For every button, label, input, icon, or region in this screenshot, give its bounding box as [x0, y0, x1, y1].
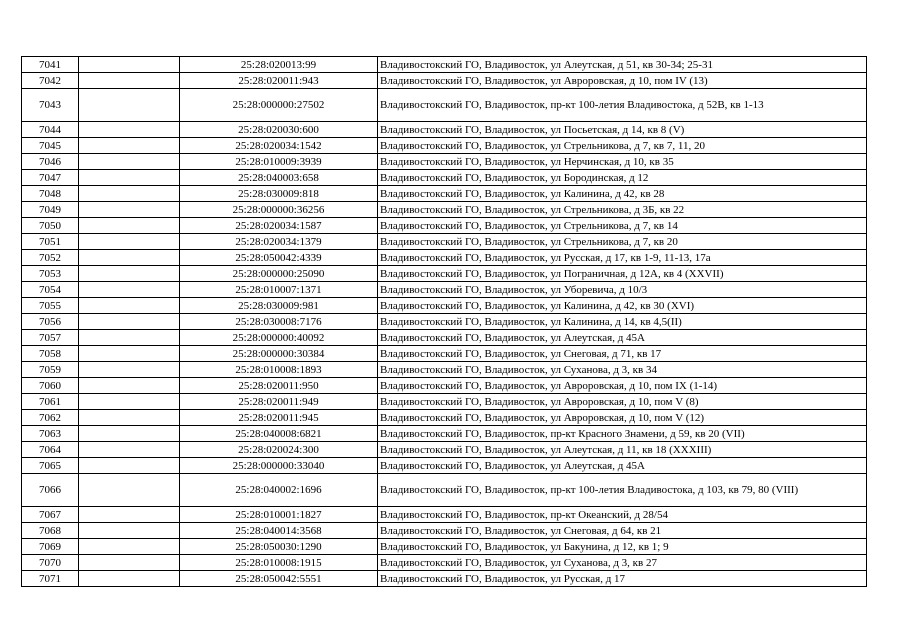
row-number-cell: 7052	[22, 250, 79, 266]
row-number-cell: 7067	[22, 507, 79, 523]
cadastral-number-cell: 25:28:040002:1696	[180, 474, 378, 507]
blank-cell	[79, 89, 180, 122]
address-cell: Владивостокский ГО, Владивосток, ул Алеутская, д 45А	[378, 458, 867, 474]
address-cell: Владивостокский ГО, Владивосток, ул Калинина, д 14, кв 4,5(II)	[378, 314, 867, 330]
row-number-cell: 7058	[22, 346, 79, 362]
table-row	[22, 314, 867, 330]
cadastral-number-cell: 25:28:020034:1542	[180, 138, 378, 154]
blank-cell	[79, 218, 180, 234]
blank-cell	[79, 346, 180, 362]
cadastral-number-cell: 25:28:010009:3939	[180, 154, 378, 170]
address-cell: Владивостокский ГО, Владивосток, ул Суханова, д 3, кв 27	[378, 555, 867, 571]
table-row	[22, 378, 867, 394]
cadastral-number-cell: 25:28:000000:30384	[180, 346, 378, 362]
table-row	[22, 186, 867, 202]
table-row	[22, 138, 867, 154]
table-row	[22, 458, 867, 474]
blank-cell	[79, 539, 180, 555]
address-cell: Владивостокский ГО, Владивосток, ул Снеговая, д 64, кв 21	[378, 523, 867, 539]
address-cell: Владивостокский ГО, Владивосток, ул Калинина, д 42, кв 30 (XVI)	[378, 298, 867, 314]
row-number-cell: 7070	[22, 555, 79, 571]
address-cell: Владивостокский ГО, Владивосток, ул Стрельникова, д 3Б, кв 22	[378, 202, 867, 218]
blank-cell	[79, 330, 180, 346]
cadastral-number-cell: 25:28:040003:658	[180, 170, 378, 186]
row-number-cell: 7061	[22, 394, 79, 410]
address-cell: Владивостокский ГО, Владивосток, пр-кт 100-летия Владивостока, д 103, кв 79, 80 (VIII)	[378, 474, 867, 507]
blank-cell	[79, 458, 180, 474]
row-number-cell: 7050	[22, 218, 79, 234]
address-cell: Владивостокский ГО, Владивосток, ул Пограничная, д 12А, кв 4 (XXVII)	[378, 266, 867, 282]
cadastral-number-cell: 25:28:020011:945	[180, 410, 378, 426]
blank-cell	[79, 442, 180, 458]
row-number-cell: 7071	[22, 571, 79, 587]
row-number-cell: 7047	[22, 170, 79, 186]
blank-cell	[79, 362, 180, 378]
blank-cell	[79, 571, 180, 587]
row-number-cell: 7062	[22, 410, 79, 426]
cadastral-number-cell: 25:28:020011:943	[180, 73, 378, 89]
table-row	[22, 362, 867, 378]
blank-cell	[79, 234, 180, 250]
cadastral-number-cell: 25:28:020013:99	[180, 57, 378, 73]
row-number-cell: 7055	[22, 298, 79, 314]
cadastral-number-cell: 25:28:050042:5551	[180, 571, 378, 587]
cadastral-number-cell: 25:28:020011:950	[180, 378, 378, 394]
blank-cell	[79, 378, 180, 394]
address-cell: Владивостокский ГО, Владивосток, ул Русская, д 17, кв 1-9, 11-13, 17а	[378, 250, 867, 266]
address-cell: Владивостокский ГО, Владивосток, ул Стрельникова, д 7, кв 14	[378, 218, 867, 234]
cadastral-number-cell: 25:28:050042:4339	[180, 250, 378, 266]
row-number-cell: 7068	[22, 523, 79, 539]
table-row	[22, 122, 867, 138]
blank-cell	[79, 282, 180, 298]
table-row	[22, 330, 867, 346]
address-cell: Владивостокский ГО, Владивосток, ул Бородинская, д 12	[378, 170, 867, 186]
row-number-cell: 7053	[22, 266, 79, 282]
address-cell: Владивостокский ГО, Владивосток, ул Алеутская, д 11, кв 18 (XXXIII)	[378, 442, 867, 458]
row-number-cell: 7051	[22, 234, 79, 250]
table-row	[22, 394, 867, 410]
cadastral-number-cell: 25:28:020024:300	[180, 442, 378, 458]
address-cell: Владивостокский ГО, Владивосток, пр-кт Океанский, д 28/54	[378, 507, 867, 523]
address-cell: Владивостокский ГО, Владивосток, ул Бакунина, д 12, кв 1; 9	[378, 539, 867, 555]
cadastral-number-cell: 25:28:010008:1915	[180, 555, 378, 571]
table-row	[22, 346, 867, 362]
table-row	[22, 571, 867, 587]
registry-table-body	[22, 57, 867, 587]
row-number-cell: 7059	[22, 362, 79, 378]
table-row	[22, 298, 867, 314]
cadastral-number-cell: 25:28:020034:1587	[180, 218, 378, 234]
table-row	[22, 154, 867, 170]
address-cell: Владивостокский ГО, Владивосток, ул Авроровская, д 10, пом IV (13)	[378, 73, 867, 89]
table-row	[22, 202, 867, 218]
row-number-cell: 7054	[22, 282, 79, 298]
address-cell: Владивостокский ГО, Владивосток, ул Авроровская, д 10, пом IX (1-14)	[378, 378, 867, 394]
blank-cell	[79, 250, 180, 266]
row-number-cell: 7063	[22, 426, 79, 442]
property-registry-table	[21, 56, 867, 587]
table-row	[22, 57, 867, 73]
cadastral-number-cell: 25:28:010001:1827	[180, 507, 378, 523]
row-number-cell: 7045	[22, 138, 79, 154]
row-number-cell: 7049	[22, 202, 79, 218]
cadastral-number-cell: 25:28:030008:7176	[180, 314, 378, 330]
address-cell: Владивостокский ГО, Владивосток, пр-кт Красного Знамени, д 59, кв 20 (VII)	[378, 426, 867, 442]
row-number-cell: 7064	[22, 442, 79, 458]
blank-cell	[79, 57, 180, 73]
address-cell: Владивостокский ГО, Владивосток, ул Алеутская, д 51, кв 30-34; 25-31	[378, 57, 867, 73]
address-cell: Владивостокский ГО, Владивосток, ул Суханова, д 3, кв 34	[378, 362, 867, 378]
row-number-cell: 7060	[22, 378, 79, 394]
cadastral-number-cell: 25:28:020030:600	[180, 122, 378, 138]
table-row	[22, 266, 867, 282]
row-number-cell: 7056	[22, 314, 79, 330]
cadastral-number-cell: 25:28:010007:1371	[180, 282, 378, 298]
cadastral-number-cell: 25:28:020011:949	[180, 394, 378, 410]
blank-cell	[79, 170, 180, 186]
table-row	[22, 555, 867, 571]
cadastral-number-cell: 25:28:000000:33040	[180, 458, 378, 474]
blank-cell	[79, 394, 180, 410]
blank-cell	[79, 410, 180, 426]
blank-cell	[79, 202, 180, 218]
address-cell: Владивостокский ГО, Владивосток, ул Посьетская, д 14, кв 8 (V)	[378, 122, 867, 138]
table-row	[22, 442, 867, 458]
table-row	[22, 474, 867, 507]
row-number-cell: 7042	[22, 73, 79, 89]
cadastral-number-cell: 25:28:000000:25090	[180, 266, 378, 282]
blank-cell	[79, 523, 180, 539]
address-cell: Владивостокский ГО, Владивосток, ул Снеговая, д 71, кв 17	[378, 346, 867, 362]
blank-cell	[79, 298, 180, 314]
address-cell: Владивостокский ГО, Владивосток, ул Стрельникова, д 7, кв 7, 11, 20	[378, 138, 867, 154]
cadastral-number-cell: 25:28:000000:36256	[180, 202, 378, 218]
table-row	[22, 234, 867, 250]
table-row	[22, 410, 867, 426]
cadastral-number-cell: 25:28:000000:27502	[180, 89, 378, 122]
cadastral-number-cell: 25:28:040008:6821	[180, 426, 378, 442]
cadastral-number-cell: 25:28:040014:3568	[180, 523, 378, 539]
table-row	[22, 523, 867, 539]
blank-cell	[79, 122, 180, 138]
address-cell: Владивостокский ГО, Владивосток, ул Нерчинская, д 10, кв 35	[378, 154, 867, 170]
table-row	[22, 250, 867, 266]
blank-cell	[79, 555, 180, 571]
table-row	[22, 218, 867, 234]
table-row	[22, 170, 867, 186]
row-number-cell: 7069	[22, 539, 79, 555]
address-cell: Владивостокский ГО, Владивосток, ул Авроровская, д 10, пом V (12)	[378, 410, 867, 426]
row-number-cell: 7057	[22, 330, 79, 346]
blank-cell	[79, 266, 180, 282]
cadastral-number-cell: 25:28:010008:1893	[180, 362, 378, 378]
blank-cell	[79, 73, 180, 89]
table-row	[22, 539, 867, 555]
cadastral-number-cell: 25:28:050030:1290	[180, 539, 378, 555]
cadastral-number-cell: 25:28:030009:818	[180, 186, 378, 202]
blank-cell	[79, 507, 180, 523]
cadastral-number-cell: 25:28:020034:1379	[180, 234, 378, 250]
table-row	[22, 282, 867, 298]
blank-cell	[79, 154, 180, 170]
cadastral-number-cell: 25:28:030009:981	[180, 298, 378, 314]
address-cell: Владивостокский ГО, Владивосток, ул Авроровская, д 10, пом V (8)	[378, 394, 867, 410]
row-number-cell: 7046	[22, 154, 79, 170]
row-number-cell: 7066	[22, 474, 79, 507]
table-row	[22, 73, 867, 89]
table-row	[22, 426, 867, 442]
address-cell: Владивостокский ГО, Владивосток, ул Русская, д 17	[378, 571, 867, 587]
address-cell: Владивостокский ГО, Владивосток, ул Калинина, д 42, кв 28	[378, 186, 867, 202]
row-number-cell: 7044	[22, 122, 79, 138]
row-number-cell: 7048	[22, 186, 79, 202]
address-cell: Владивостокский ГО, Владивосток, ул Алеутская, д 45А	[378, 330, 867, 346]
blank-cell	[79, 186, 180, 202]
address-cell: Владивостокский ГО, Владивосток, ул Стрельникова, д 7, кв 20	[378, 234, 867, 250]
table-row	[22, 89, 867, 122]
table-row	[22, 507, 867, 523]
row-number-cell: 7041	[22, 57, 79, 73]
address-cell: Владивостокский ГО, Владивосток, ул Уборевича, д 10/3	[378, 282, 867, 298]
blank-cell	[79, 314, 180, 330]
blank-cell	[79, 138, 180, 154]
blank-cell	[79, 426, 180, 442]
blank-cell	[79, 474, 180, 507]
row-number-cell: 7043	[22, 89, 79, 122]
row-number-cell: 7065	[22, 458, 79, 474]
cadastral-number-cell: 25:28:000000:40092	[180, 330, 378, 346]
address-cell: Владивостокский ГО, Владивосток, пр-кт 100-летия Владивостока, д 52В, кв 1-13	[378, 89, 867, 122]
